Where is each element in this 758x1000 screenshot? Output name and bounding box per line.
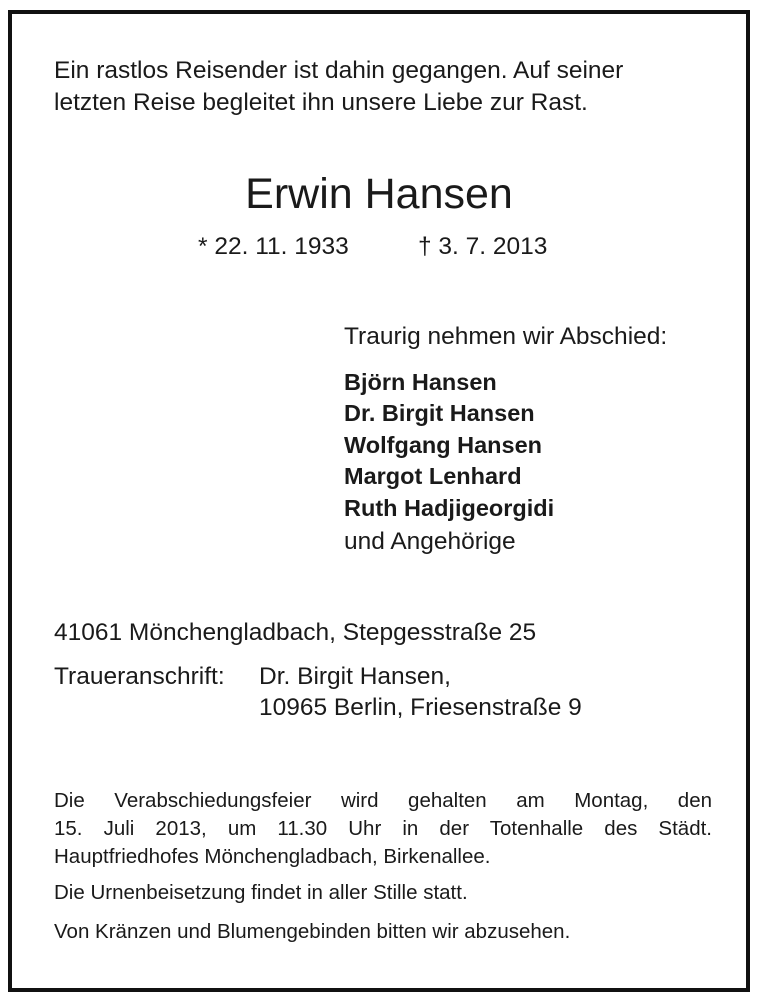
death-date: † 3. 7. 2013 xyxy=(418,233,548,260)
birth-date: * 22. 11. 1933 xyxy=(198,233,349,260)
obituary-frame xyxy=(8,10,750,992)
intro-line-2: letzten Reise begleitet ihn unsere Liebe zur Rast. xyxy=(54,89,588,116)
deceased-name: Erwin Hansen xyxy=(245,170,513,218)
ceremony-notice-line-3: Hauptfriedhofes Mönchengladbach, Birkenallee. xyxy=(54,845,491,868)
mourner-name: Björn Hansen xyxy=(344,369,497,395)
urn-notice: Die Urnenbeisetzung findet in aller Stille statt. xyxy=(54,881,468,904)
mourners-list xyxy=(344,367,554,524)
mourner-name: Ruth Hadjigeorgidi xyxy=(344,494,555,521)
mourner-name: Margot Lenhard xyxy=(344,463,522,490)
mourner-name: Dr. Birgit Hansen xyxy=(344,400,535,427)
intro-line-1: Ein rastlos Reisender ist dahin gegangen. Auf seiner xyxy=(54,57,624,84)
condolence-address-line-2: 10965 Berlin, Friesenstraße 9 xyxy=(259,694,582,721)
flowers-notice: Von Kränzen und Blumengebinden bitten wir abzusehen. xyxy=(54,920,571,943)
ceremony-notice-line-1: Die Verabschiedungsfeier wird gehalten am Montag, den xyxy=(54,789,712,812)
condolence-address-label: Traueranschrift: xyxy=(54,663,225,690)
mourner-name: Wolfgang Hansen xyxy=(344,431,543,458)
mourners-heading: Traurig nehmen wir Abschied: xyxy=(344,323,668,350)
home-address: 41061 Mönchengladbach, Stepgesstraße 25 xyxy=(54,619,537,646)
mourners-closing: und Angehörige xyxy=(344,528,516,555)
ceremony-notice-line-2: 15. Juli 2013, um 11.30 Uhr in der Totenhalle des Städt. xyxy=(54,817,712,840)
condolence-address-line-1: Dr. Birgit Hansen, xyxy=(259,663,451,690)
